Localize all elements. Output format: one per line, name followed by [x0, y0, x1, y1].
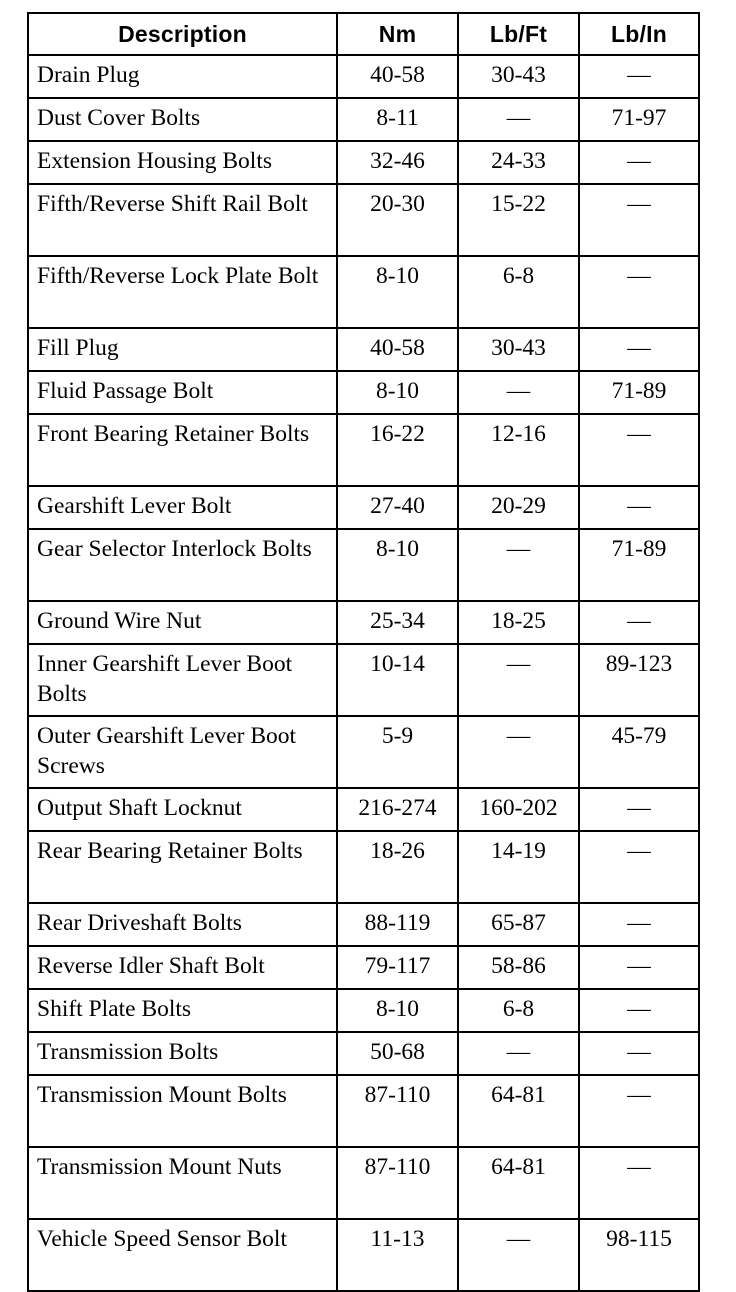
table-row: [28, 184, 699, 256]
lbin-cell: —: [579, 903, 699, 946]
lbin-cell: 98-115: [579, 1219, 699, 1291]
lbft-cell: 14-19: [458, 831, 579, 903]
lbin-cell: —: [579, 55, 699, 98]
description-cell: Fifth/Reverse Shift Rail Bolt: [28, 184, 337, 256]
lbin-cell: —: [579, 1147, 699, 1219]
lbft-cell: 30-43: [458, 328, 579, 371]
lbft-cell: 20-29: [458, 486, 579, 529]
description-cell: Transmission Mount Nuts: [28, 1147, 337, 1219]
nm-cell: 87-110: [337, 1075, 458, 1147]
nm-cell: 40-58: [337, 328, 458, 371]
description-cell: Rear Bearing Retainer Bolts: [28, 831, 337, 903]
description-cell: Dust Cover Bolts: [28, 98, 337, 141]
lbin-cell: —: [579, 256, 699, 328]
lbft-cell: 64-81: [458, 1147, 579, 1219]
nm-cell: 8-10: [337, 371, 458, 414]
lbft-cell: —: [458, 371, 579, 414]
lbin-cell: 71-97: [579, 98, 699, 141]
description-cell: Gear Selector Interlock Bolts: [28, 529, 337, 601]
header-row: [28, 13, 699, 55]
table-row: [28, 55, 699, 98]
nm-cell: 11-13: [337, 1219, 458, 1291]
description-cell: Reverse Idler Shaft Bolt: [28, 946, 337, 989]
table-row: [28, 141, 699, 184]
lbin-cell: —: [579, 946, 699, 989]
lbin-cell: 71-89: [579, 371, 699, 414]
description-cell: Fluid Passage Bolt: [28, 371, 337, 414]
table-row: [28, 831, 699, 903]
description-cell: Transmission Bolts: [28, 1032, 337, 1075]
description-cell: Shift Plate Bolts: [28, 989, 337, 1032]
description-cell: Inner Gearshift Lever Boot Bolts: [28, 644, 337, 716]
lbft-cell: —: [458, 1032, 579, 1075]
cropped-heading-fragment: [60, 0, 120, 3]
nm-cell: 40-58: [337, 55, 458, 98]
nm-cell: 16-22: [337, 414, 458, 486]
nm-cell: 216-274: [337, 788, 458, 831]
nm-cell: 87-110: [337, 1147, 458, 1219]
nm-cell: 50-68: [337, 1032, 458, 1075]
description-cell: Fill Plug: [28, 328, 337, 371]
lbft-cell: 15-22: [458, 184, 579, 256]
lbin-cell: —: [579, 1032, 699, 1075]
lbft-cell: 24-33: [458, 141, 579, 184]
header-description: Description: [28, 13, 337, 55]
table-row: [28, 601, 699, 644]
table-row: [28, 1032, 699, 1075]
lbin-cell: —: [579, 989, 699, 1032]
description-cell: Outer Gearshift Lever Boot Screws: [28, 716, 337, 788]
lbin-cell: —: [579, 184, 699, 256]
nm-cell: 18-26: [337, 831, 458, 903]
description-cell: Vehicle Speed Sensor Bolt: [28, 1219, 337, 1291]
table-row: [28, 256, 699, 328]
table-row: [28, 903, 699, 946]
lbft-cell: —: [458, 98, 579, 141]
table-row: [28, 946, 699, 989]
lbft-cell: 18-25: [458, 601, 579, 644]
lbft-cell: 6-8: [458, 256, 579, 328]
description-cell: Drain Plug: [28, 55, 337, 98]
header-lbin: Lb/In: [579, 13, 699, 55]
lbin-cell: —: [579, 141, 699, 184]
lbin-cell: —: [579, 414, 699, 486]
nm-cell: 8-11: [337, 98, 458, 141]
nm-cell: 32-46: [337, 141, 458, 184]
description-cell: Output Shaft Locknut: [28, 788, 337, 831]
description-cell: Extension Housing Bolts: [28, 141, 337, 184]
table-header: [28, 13, 699, 55]
description-cell: Fifth/Reverse Lock Plate Bolt: [28, 256, 337, 328]
lbin-cell: 45-79: [579, 716, 699, 788]
table-row: [28, 371, 699, 414]
table-row: [28, 788, 699, 831]
lbft-cell: —: [458, 644, 579, 716]
lbin-cell: —: [579, 328, 699, 371]
table-row: [28, 1219, 699, 1291]
lbin-cell: 89-123: [579, 644, 699, 716]
nm-cell: 8-10: [337, 529, 458, 601]
lbft-cell: 30-43: [458, 55, 579, 98]
lbin-cell: —: [579, 831, 699, 903]
nm-cell: 8-10: [337, 256, 458, 328]
lbft-cell: 65-87: [458, 903, 579, 946]
lbin-cell: —: [579, 601, 699, 644]
nm-cell: 5-9: [337, 716, 458, 788]
lbin-cell: —: [579, 788, 699, 831]
table-row: [28, 989, 699, 1032]
table-row: [28, 486, 699, 529]
description-cell: Ground Wire Nut: [28, 601, 337, 644]
lbin-cell: —: [579, 1075, 699, 1147]
lbft-cell: 160-202: [458, 788, 579, 831]
table-row: [28, 644, 699, 716]
nm-cell: 79-117: [337, 946, 458, 989]
nm-cell: 10-14: [337, 644, 458, 716]
torque-spec-table: [27, 12, 700, 1292]
lbft-cell: 64-81: [458, 1075, 579, 1147]
table-body: [28, 55, 699, 1291]
nm-cell: 25-34: [337, 601, 458, 644]
header-nm: Nm: [337, 13, 458, 55]
lbin-cell: —: [579, 486, 699, 529]
lbin-cell: 71-89: [579, 529, 699, 601]
description-cell: Gearshift Lever Bolt: [28, 486, 337, 529]
description-cell: Transmission Mount Bolts: [28, 1075, 337, 1147]
nm-cell: 8-10: [337, 989, 458, 1032]
lbft-cell: 58-86: [458, 946, 579, 989]
table-row: [28, 328, 699, 371]
lbft-cell: 12-16: [458, 414, 579, 486]
lbft-cell: —: [458, 529, 579, 601]
table-row: [28, 1147, 699, 1219]
nm-cell: 20-30: [337, 184, 458, 256]
table-row: [28, 716, 699, 788]
table-row: [28, 98, 699, 141]
table-row: [28, 529, 699, 601]
lbft-cell: 6-8: [458, 989, 579, 1032]
description-cell: Rear Driveshaft Bolts: [28, 903, 337, 946]
description-cell: Front Bearing Retainer Bolts: [28, 414, 337, 486]
table-row: [28, 414, 699, 486]
lbft-cell: —: [458, 716, 579, 788]
table-row: [28, 1075, 699, 1147]
header-lbft: Lb/Ft: [458, 13, 579, 55]
lbft-cell: —: [458, 1219, 579, 1291]
nm-cell: 88-119: [337, 903, 458, 946]
nm-cell: 27-40: [337, 486, 458, 529]
